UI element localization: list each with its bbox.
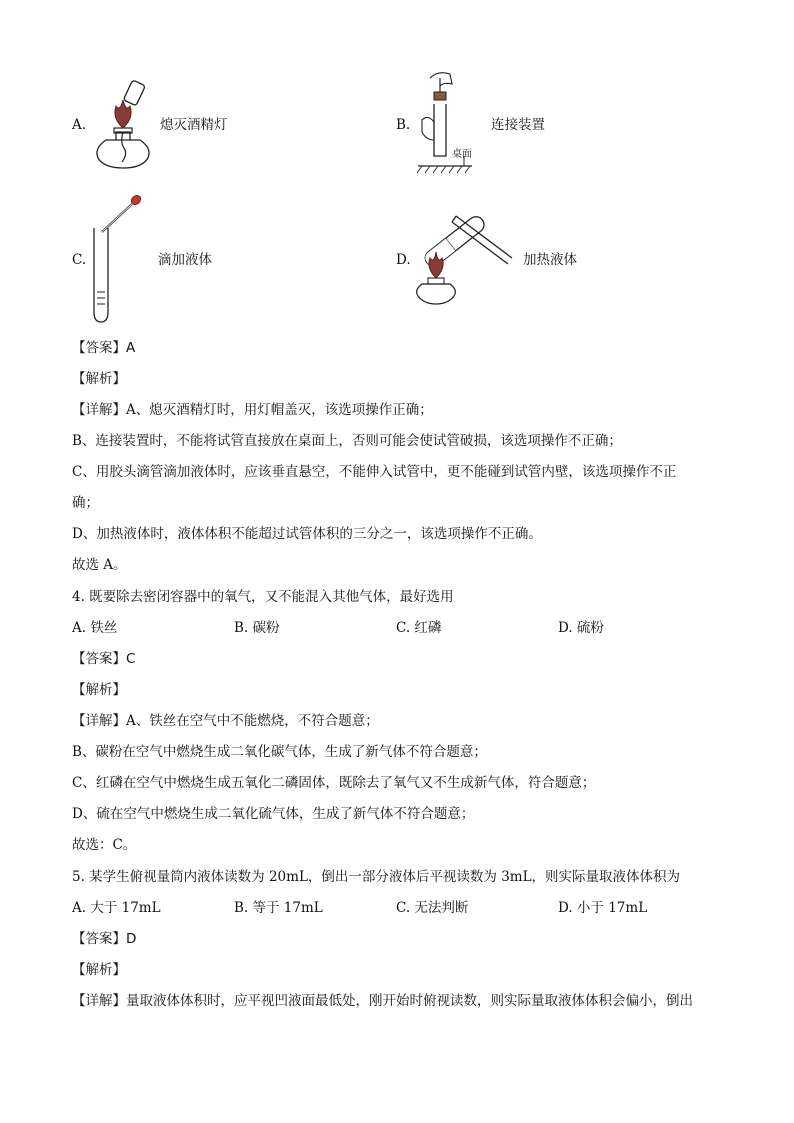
q3-detail-line: 确；: [72, 495, 99, 511]
q4-detail-line: C、红磷在空气中燃烧生成五氧化二磷固体，既除去了氧气又不生成新气体，符合题意；: [72, 775, 596, 791]
dropper-figure: [88, 192, 148, 326]
alcohol-lamp-cap-figure: [92, 82, 154, 170]
q4-answer: 【答案】C: [72, 651, 136, 667]
q3-answer: 【答案】A: [72, 340, 136, 356]
option-d-letter: D.: [396, 252, 411, 268]
connect-apparatus-figure: [416, 70, 476, 176]
q4-option: C. 红磷: [396, 620, 442, 636]
q4-detail-line: B、碳粉在空气中燃烧生成二氧化碳气体，生成了新气体不符合题意；: [72, 744, 487, 760]
q3-detail-line: B、连接装置时，不能将试管直接放在桌面上，否则可能会使试管破损，该选项操作不正确；: [72, 433, 622, 449]
q4-detail-line: 故选：C。: [72, 837, 137, 853]
q4-detail-line: D、硫在空气中燃烧生成二氧化硫气体，生成了新气体不符合题意；: [72, 806, 475, 822]
option-a-label: 熄灭酒精灯: [160, 117, 228, 133]
q5-detail-line: 【详解】量取液体体积时，应平视凹液面最低处，刚开始时俯视读数，则实际量取液体体积会偏小，倒出: [72, 993, 693, 1009]
q4-option: A. 铁丝: [72, 620, 118, 636]
option-c-label: 滴加液体: [158, 252, 212, 268]
q5-option: D. 小于 17mL: [558, 900, 648, 916]
q3-analysis-heading: 【解析】: [72, 371, 126, 387]
q4-option: B. 碳粉: [234, 620, 280, 636]
q5-option: C. 无法判断: [396, 900, 469, 916]
option-a-letter: A.: [72, 117, 87, 133]
q4-analysis-heading: 【解析】: [72, 682, 126, 698]
q4-stem: 4. 既要除去密闭容器中的氧气，又不能混入其他气体，最好选用: [72, 589, 454, 605]
desk-label: 桌面: [452, 149, 472, 160]
q4-option: D. 硫粉: [558, 620, 604, 636]
q3-detail-line: 故选 A。: [72, 557, 127, 573]
q5-analysis-heading: 【解析】: [72, 962, 126, 978]
q5-answer: 【答案】D: [72, 931, 137, 947]
heating-liquid-figure: [412, 206, 516, 306]
option-b-letter: B.: [396, 117, 411, 133]
q3-detail-line: C、用胶头滴管滴加液体时，应该垂直悬空，不能伸入试管中，更不能碰到试管内壁，该选项操作不正: [72, 464, 677, 480]
q5-option: B. 等于 17mL: [234, 900, 323, 916]
q5-option: A. 大于 17mL: [72, 900, 161, 916]
option-d-label: 加热液体: [523, 252, 577, 268]
option-b-label: 连接装置: [491, 117, 545, 133]
option-c-letter: C.: [72, 252, 87, 268]
q5-stem: 5. 某学生俯视量筒内液体读数为 20mL，倒出一部分液体后平视读数为 3mL，则实际量取液体体积为: [72, 869, 681, 885]
q4-detail-line: 【详解】A、铁丝在空气中不能燃烧，不符合题意；: [72, 713, 379, 729]
q3-detail-line: 【详解】A、熄灭酒精灯时，用灯帽盖灭，该选项操作正确；: [72, 402, 433, 418]
q3-detail-line: D、加热液体时，液体体积不能超过试管体积的三分之一，该选项操作不正确。: [72, 526, 542, 542]
